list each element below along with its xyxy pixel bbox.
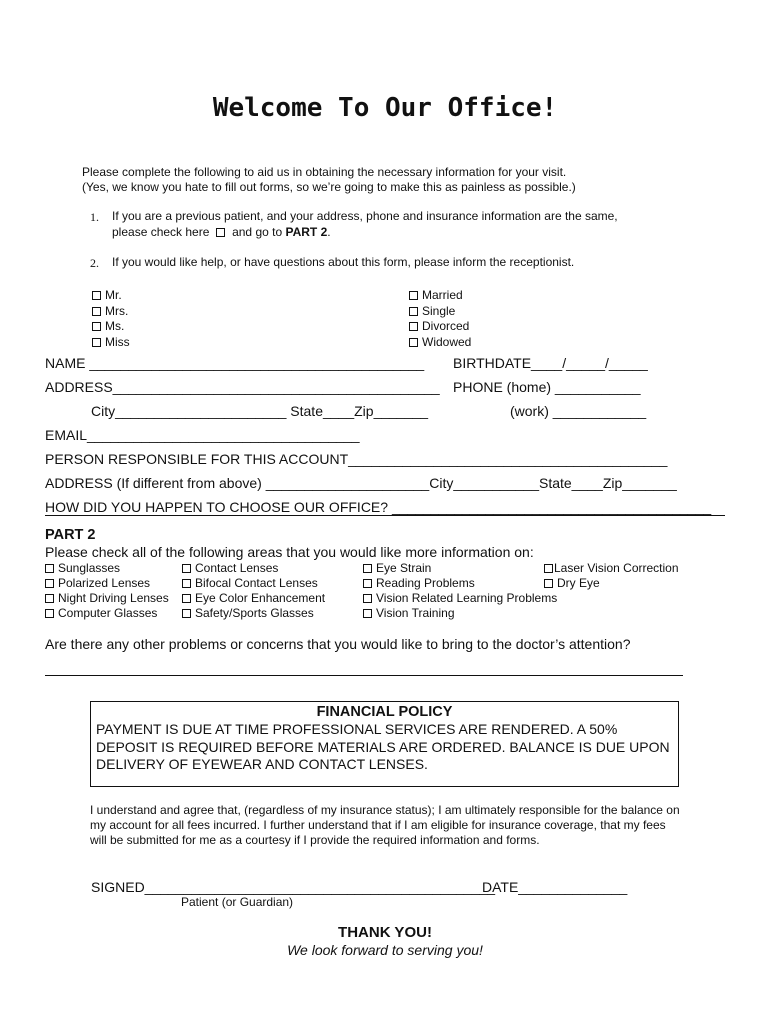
info-option-laser-vision-correction[interactable]: Laser Vision Correction	[544, 561, 679, 576]
title-option-ms[interactable]: Ms.	[92, 319, 130, 335]
thank-you-heading: THANK YOU!	[338, 924, 432, 941]
address-field[interactable]: ADDRESS__________________________________________	[45, 379, 440, 395]
checkbox-icon[interactable]	[182, 564, 191, 573]
info-column-4	[544, 561, 679, 591]
info-column-1	[45, 561, 169, 621]
marital-option-divorced[interactable]: Divorced	[409, 319, 471, 335]
checkbox-icon[interactable]	[182, 609, 191, 618]
info-option-safety-sports-glasses[interactable]: Safety/Sports Glasses	[182, 606, 325, 621]
info-option-dry-eye[interactable]: Dry Eye	[544, 576, 679, 591]
responsible-person-field[interactable]: PERSON RESPONSIBLE FOR THIS ACCOUNT_________________________________________	[45, 451, 668, 467]
info-option-bifocal-contact-lenses[interactable]: Bifocal Contact Lenses	[182, 576, 325, 591]
financial-policy-heading: FINANCIAL POLICY	[316, 704, 453, 720]
info-option-reading-problems[interactable]: Reading Problems	[363, 576, 557, 591]
checkbox-icon[interactable]	[45, 564, 54, 573]
referral-source-field[interactable]: HOW DID YOU HAPPEN TO CHOOSE OUR OFFICE? _________________________________________	[45, 499, 712, 515]
checkbox-icon[interactable]	[363, 594, 372, 603]
title-option-mr[interactable]: Mr.	[92, 288, 130, 304]
checkbox-icon[interactable]	[92, 291, 101, 300]
checkbox-icon[interactable]	[45, 594, 54, 603]
checkbox-icon[interactable]	[92, 338, 101, 347]
step-1-mid-text: and go to	[228, 225, 286, 239]
date-field[interactable]: DATE______________	[482, 879, 628, 895]
checkbox-icon[interactable]	[92, 307, 101, 316]
step-1-check-text: please check here	[112, 225, 210, 239]
email-field[interactable]: EMAIL___________________________________	[45, 427, 360, 443]
info-column-2	[182, 561, 325, 621]
step-1-line-1: If you are a previous patient, and your address, phone and insurance information are the same,	[112, 209, 618, 223]
step-1-line-2: please check here and go to PART 2.	[112, 225, 331, 239]
intro-line-1: Please complete the following to aid us in obtaining the necessary information for your visit.	[82, 165, 567, 179]
marital-option-single[interactable]: Single	[409, 304, 471, 320]
checkbox-icon[interactable]	[363, 609, 372, 618]
info-option-sunglasses[interactable]: Sunglasses	[45, 561, 169, 576]
title-options	[92, 288, 130, 350]
step-1-number: 1.	[90, 210, 99, 224]
checkbox-icon[interactable]	[409, 307, 418, 316]
checkbox-icon[interactable]	[544, 579, 553, 588]
signature-field[interactable]: SIGNED_____________________________________________	[91, 879, 496, 895]
checkbox-icon[interactable]	[92, 322, 101, 331]
checkbox-icon[interactable]	[544, 564, 553, 573]
checkbox-icon[interactable]	[45, 609, 54, 618]
info-option-eye-color-enhancement[interactable]: Eye Color Enhancement	[182, 591, 325, 606]
concerns-answer-line[interactable]	[45, 675, 683, 676]
info-option-computer-glasses[interactable]: Computer Glasses	[45, 606, 169, 621]
financial-policy-box	[90, 701, 679, 787]
checkbox-icon[interactable]	[182, 579, 191, 588]
concerns-question: Are there any other problems or concerns that you would like to bring to the doctor’s attention?	[45, 636, 631, 652]
checkbox-icon[interactable]	[363, 564, 372, 573]
phone-work-field[interactable]: (work) ____________	[510, 403, 647, 419]
checkbox-icon[interactable]	[409, 338, 418, 347]
part2-instruction: Please check all of the following areas that you would like more information on:	[45, 544, 534, 560]
checkbox-icon[interactable]	[363, 579, 372, 588]
step-1-part2-link: PART 2	[285, 225, 328, 239]
birthdate-field[interactable]: BIRTHDATE____/_____/_____	[453, 355, 648, 371]
step-2-number: 2.	[90, 256, 99, 270]
title-option-miss[interactable]: Miss	[92, 335, 130, 351]
info-option-eye-strain[interactable]: Eye Strain	[363, 561, 557, 576]
info-column-3	[363, 561, 557, 621]
info-option-vision-training[interactable]: Vision Training	[363, 606, 557, 621]
marital-option-married[interactable]: Married	[409, 288, 471, 304]
title-option-mrs[interactable]: Mrs.	[92, 304, 130, 320]
info-option-vision-learning-problems[interactable]: Vision Related Learning Problems	[363, 591, 557, 606]
checkbox-icon[interactable]	[409, 291, 418, 300]
signer-caption: Patient (or Guardian)	[181, 895, 294, 909]
checkbox-icon[interactable]	[45, 579, 54, 588]
agreement-text: I understand and agree that, (regardless of my insurance status); I am ultimately responsible for the balance on my account for all fees incurred. I further understand that if I am eligible for insurance coverage, that my fees will be submitted for me as a courtesy if I provide the required information and forms.	[90, 803, 680, 847]
alternate-address-field[interactable]: ADDRESS (If different from above) _____________________City___________State____Zip_______	[45, 475, 677, 491]
phone-home-field[interactable]: PHONE (home) ___________	[453, 379, 641, 395]
checkbox-icon[interactable]	[182, 594, 191, 603]
checkbox-icon[interactable]	[409, 322, 418, 331]
info-option-contact-lenses[interactable]: Contact Lenses	[182, 561, 325, 576]
step-2-line-1: If you would like help, or have questions about this form, please inform the receptionist.	[112, 255, 575, 269]
city-state-zip-field[interactable]: City______________________ State____Zip_______	[91, 403, 429, 419]
financial-policy-text: PAYMENT IS DUE AT TIME PROFESSIONAL SERVICES ARE RENDERED. A 50% DEPOSIT IS REQUIRED BEFORE MATERIALS ARE ORDERED. BALANCE IS DUE UPON DELIVERY OF EYEWEAR AND CONTACT LENSES.	[96, 721, 670, 772]
name-field[interactable]: NAME ___________________________________________	[45, 355, 425, 371]
info-option-night-driving-lenses[interactable]: Night Driving Lenses	[45, 591, 169, 606]
part2-heading: PART 2	[45, 527, 96, 543]
previous-patient-checkbox[interactable]	[216, 228, 225, 237]
intro-line-2: (Yes, we know you hate to fill out forms, so we’re going to make this as painless as possible.)	[82, 180, 576, 194]
closing-message: We look forward to serving you!	[287, 942, 483, 958]
page-title: Welcome To Our Office!	[212, 93, 558, 123]
info-option-polarized-lenses[interactable]: Polarized Lenses	[45, 576, 169, 591]
marital-options	[409, 288, 471, 350]
section-divider	[45, 515, 725, 516]
marital-option-widowed[interactable]: Widowed	[409, 335, 471, 351]
